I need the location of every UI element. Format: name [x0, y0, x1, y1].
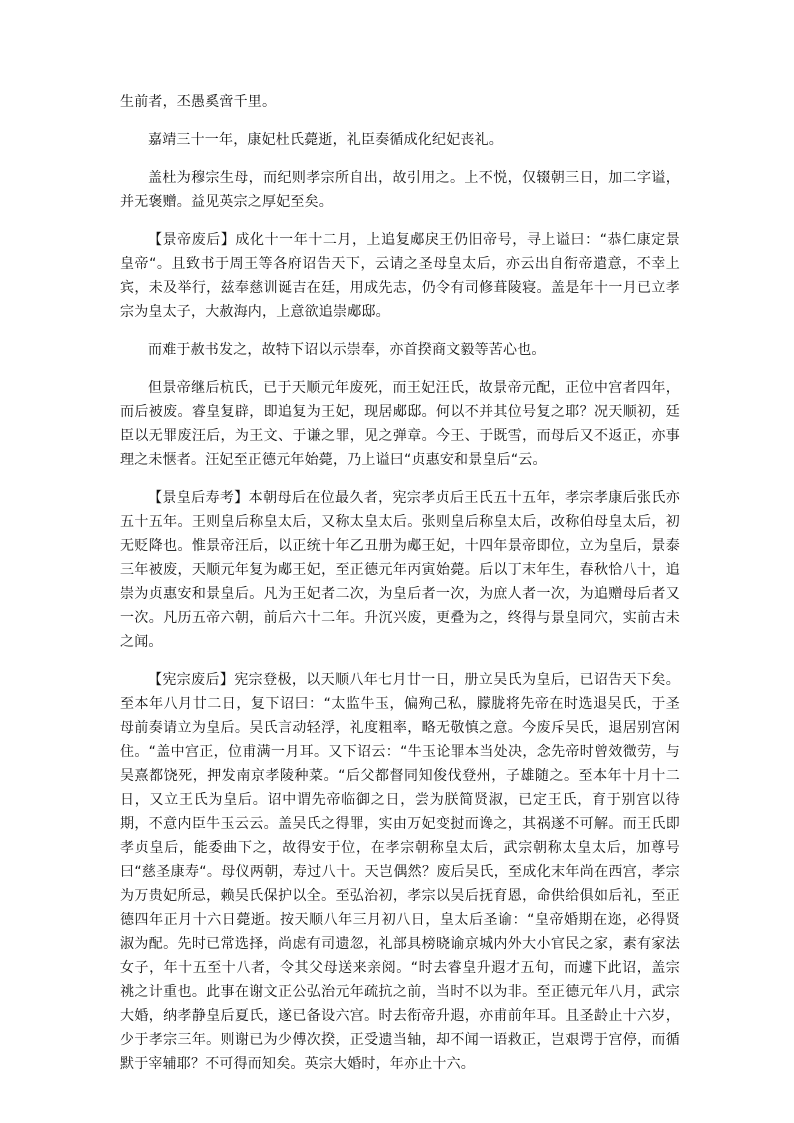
paragraph-6: 但景帝继后杭氏，已于天顺元年废死，而王妃汪氏，故景帝元配，正位中宫者四年，而后被废。睿皇复辟，即追复为王妃，现居郕邸。何以不并其位号复之耶？况天顺初，廷臣以无罪废汪后，为王文、于谦之罪，见之弹章。今王、于既雪，而母后又不返正，亦事理之未惬者。汪妃至正德元年始薨，乃上谥曰“贞惠安和景皇后“云。 [120, 380, 680, 468]
paragraph-7: 【景皇后寿考】本朝母后在位最久者，宪宗孝贞后王氏五十五年，孝宗孝康后张氏亦五十五年。王则皇后称皇太后，又称太皇太后。张则皇后称皇太后，改称伯母皇太后，初无贬降也。惟景帝汪后，以正统十年乙丑册为郕王妃，十四年景帝即位，立为皇后，景泰三年被废，天顺元年复为郕王妃，至正德元年丙寅始薨。后以丁末年生，春秋恰八十，追崇为贞惠安和景皇后。凡为王妃者二次，为皇后者一次，为庶人者一次，为追赠母后者又一次。凡历五帝六朝，前后六十二年。升沉兴废，更叠为之，终得与景皇同穴，实前古未之闻。 [120, 490, 680, 650]
document-page [120, 90, 680, 1090]
paragraph-8: 【宪宗废后】宪宗登极，以天顺八年七月廿一日，册立吴氏为皇后，已诏告天下矣。至本年八月廿二日，复下诏曰：“太监牛玉，偏殉己私，朦胧将先帝在时选退吴氏，于圣母前奏请立为皇后。吴氏言动轻浮，礼度粗率，略无敬慎之意。今废斥吴氏，退居别宫闲住。“盖中宫正，位甫满一月耳。又下诏云：“牛玉论罪本当处决，念先帝时曾效微劳，与吴熹都饶死，押发南京孝陵种菜。“后父都督同知俊伐登州，子雄随之。至本年十月十二日，又立王氏为皇后。诏中谓先帝临御之日，尝为朕简贤淑，已定王氏，育于别宫以待期，不意内臣牛玉云云。盖吴氏之得罪，实由万妃变挝而谗之，其祸遂不可解。而王氏即孝贞皇后，能委曲下之，故得安于位，在孝宗朝称皇太后，武宗朝称太皇太后，加尊号曰“慈圣康寿“。母仪两朝，寿过八十。天岂偶然？废后吴氏，至成化末年尚在西宫，孝宗为万贵妃所忌，赖吴氏保护以全。至弘治初，孝宗以吴后抚育恩，命供给俱如后礼，至正德四年正月十六日薨逝。按天顺八年三月初八日，皇太后圣谕：“皇帝婚期在迩，必得贤淑为配。先时已常选择，尚虑有司遗忽，礼部具榜晓谕京城内外大小官民之家，素有家法女子，年十五至十八者，令其父母送来亲阅。“时去睿皇升遐才五旬，而遽下此诏，盖宗祧之计重也。此事在谢文正公弘治元年疏抗之前，当时不以为非。至正德元年八月，武宗大婚，纳孝静皇后夏氏，遂已备设六宫。时去衔帝升遐，亦甫前年耳。且圣龄止十六岁，少于孝宗三年。则谢已为少傅次揆，正受遗当轴，却不闻一语救正，岂艰谔于宫停，而循默于宰辅耶？不可得而知矣。英宗大婚时，年亦止十六。 [120, 672, 680, 1072]
paragraph-3: 盖杜为穆宗生母，而纪则孝宗所自出，故引用之。上不悦，仅辍朝三日，加二字谥，并无褒赠。益见英宗之厚妃至矣。 [120, 170, 680, 210]
paragraph-4: 【景帝废后】成化十一年十二月，上追复郕戾王仍旧帝号，寻上谥曰：“恭仁康定景皇帝“。且致书于周王等各府诏告天下，云请之圣母皇太后，亦云出自衔帝遣意，不幸上宾，未及举行，兹奉慈训诞吉在廷，用成先志，仍令有司修葺陵寝。盖是年十一月已立孝宗为皇太子，大赦海内，上意欲追崇郕邸。 [120, 232, 680, 320]
paragraph-5: 而难于赦书发之，故特下诏以示崇奉，亦首揆商文毅等苦心也。 [148, 342, 546, 358]
paragraph-2: 嘉靖三十一年，康妃杜氏薨逝，礼臣奏循成化纪妃丧礼。 [148, 132, 503, 148]
paragraph-1: 生前者，丕愚奚啻千里。 [120, 94, 277, 110]
